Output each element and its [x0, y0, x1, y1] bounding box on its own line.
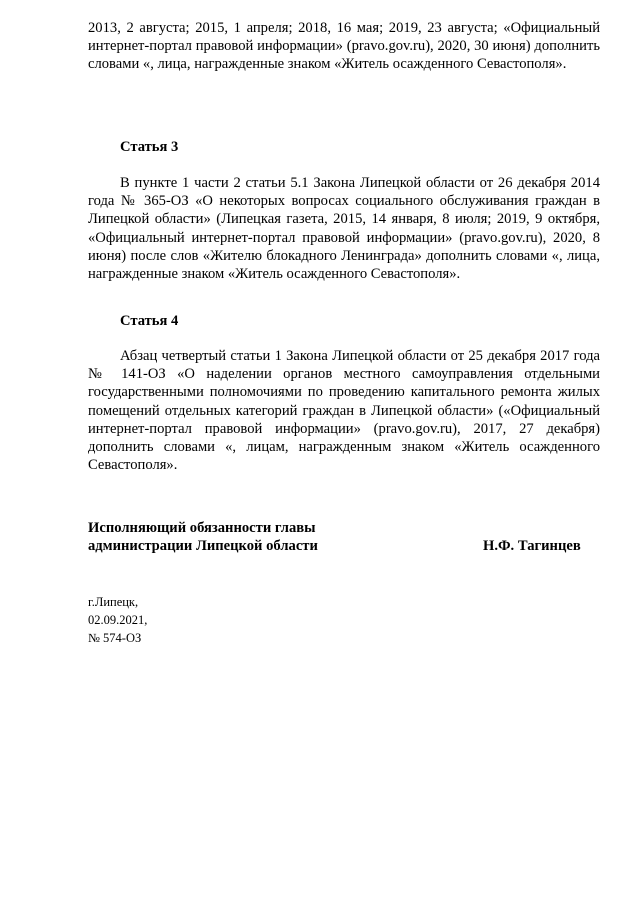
- article-3-heading: Статья 3: [120, 139, 179, 155]
- article-4-heading: Статья 4: [120, 313, 179, 329]
- article-3-text: В пункте 1 части 2 статьи 5.1 Закона Липецкой области от 26 декабря 2014 года № 365-ОЗ «О некоторых вопросах социального обслуживания граждан в Липецкой области» (Липецкая газета, 2015, 14 января, 8 июля; 2019, 9 октября, «Официальный интернет-портал правовой информации» (pravo.gov.ru), 2020, 8 июня) после слов «Жителю блокадного Ленинграда» дополнить словами «, лица, награжденные знаком «Житель осажденного Севастополя».: [88, 175, 600, 283]
- continuation-paragraph: 2013, 2 августа; 2015, 1 апреля; 2018, 16 мая; 2019, 23 августа; «Официальный интернет-портал правовой информации» (pravo.gov.ru), 2020, 30 июня) дополнить словами «, лица, награжденные знаком «Житель осажденного Севастополя».: [88, 20, 600, 73]
- signatory-title-line-2: администрации Липецкой области: [88, 538, 318, 554]
- article-4-text: Абзац четвертый статьи 1 Закона Липецкой области от 25 декабря 2017 года № 141-ОЗ «О наделении органов местного самоуправления отдельными государственными полномочиями по проведению капитального ремонта жилых помещений отдельных категорий граждан в Липецкой области» («Официальный интернет-портал правовой информации» (pravo.gov.ru), 2017, 27 декабря) дополнить словами «, лицам, награжденным знаком «Житель осажденного Севастополя».: [88, 348, 600, 474]
- signatory-title-line-1: Исполняющий обязанности главы: [88, 520, 316, 536]
- law-number: № 574-ОЗ: [88, 631, 142, 645]
- signing-date: 02.09.2021,: [88, 613, 148, 627]
- signing-city: г.Липецк,: [88, 595, 139, 609]
- signatory-name: Н.Ф. Тагинцев: [483, 538, 581, 554]
